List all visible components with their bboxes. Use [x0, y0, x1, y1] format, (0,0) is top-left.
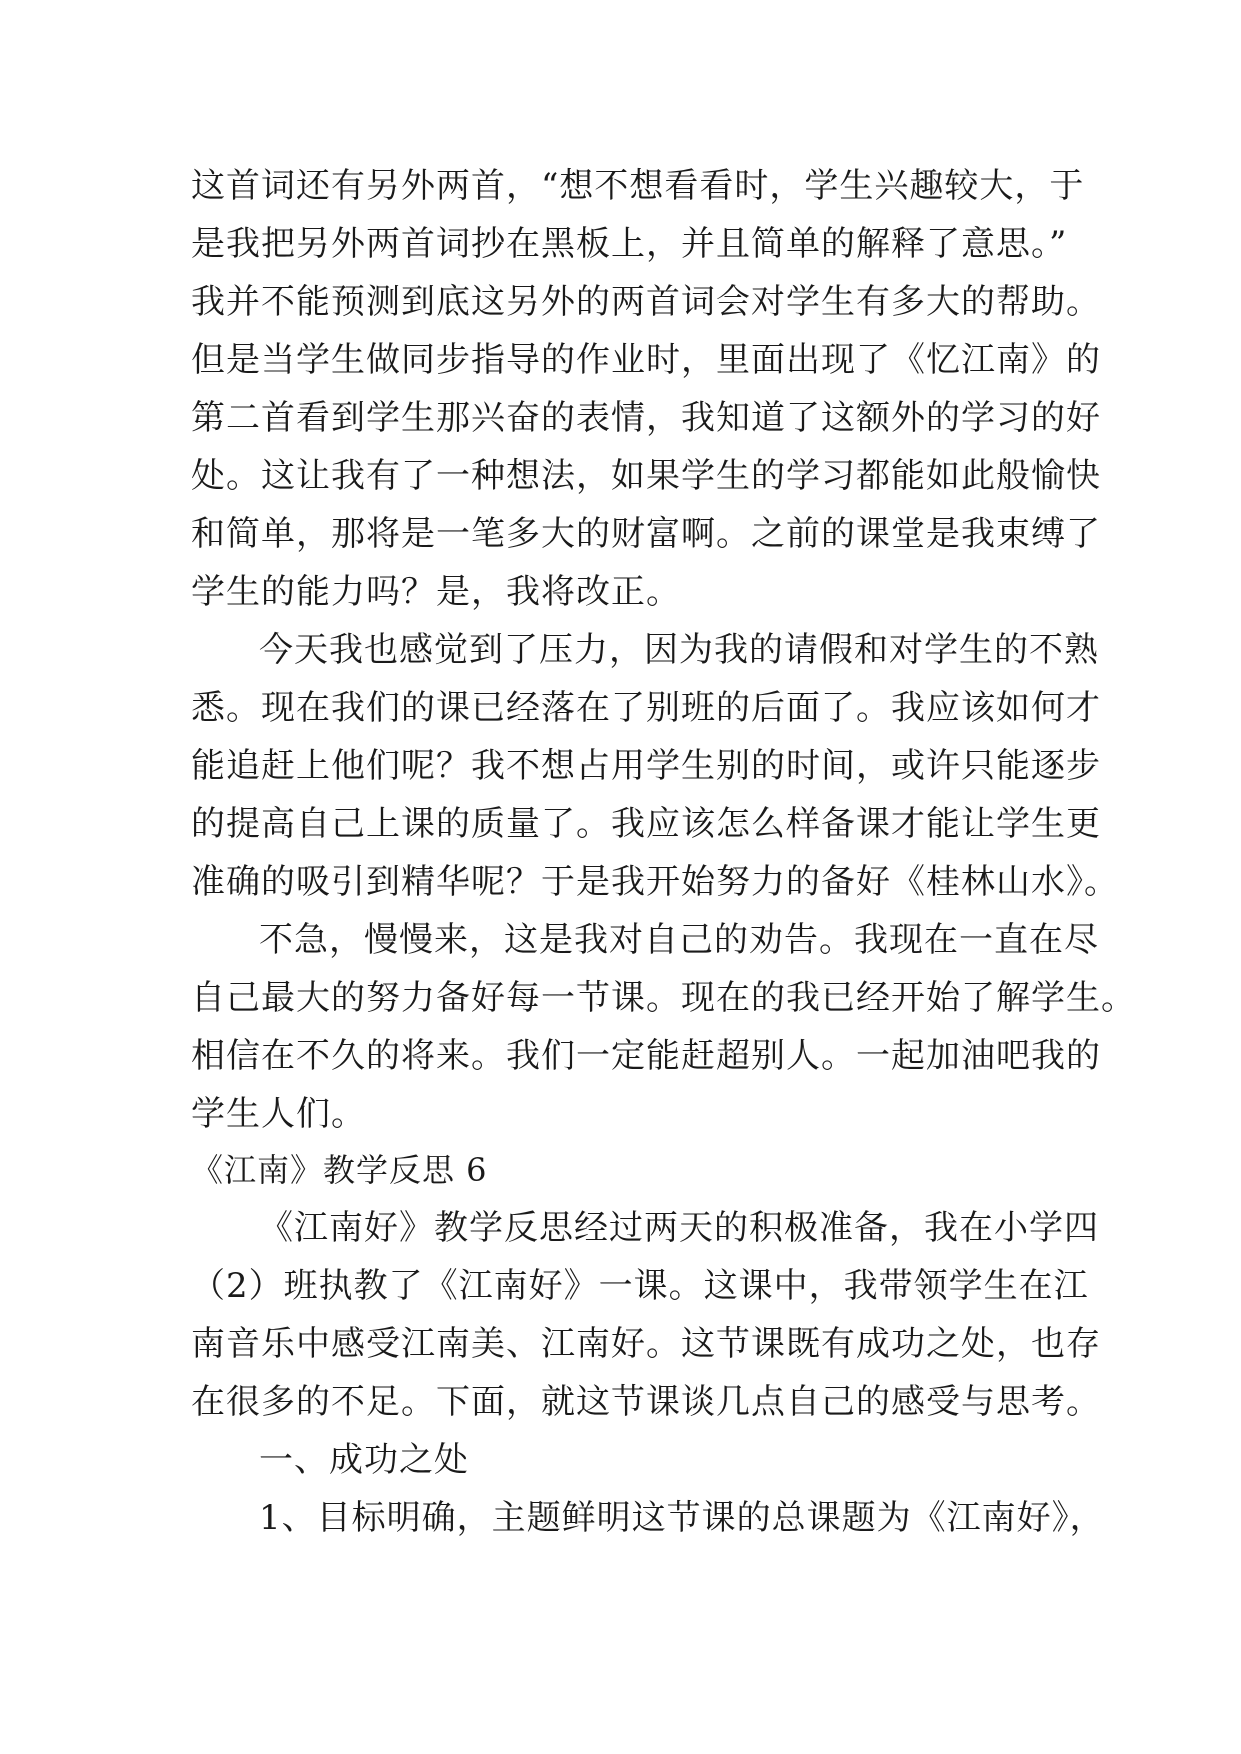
text-line: 准确的吸引到精华呢？于是我开始努力的备好《桂林山水》。	[191, 862, 1119, 902]
paragraph-start-line: 不急，慢慢来，这是我对自己的劝告。我现在一直在尽	[259, 920, 1099, 960]
text-line: 处。这让我有了一种想法，如果学生的学习都能如此般愉快	[191, 456, 1101, 496]
text-line: 是我把另外两首词抄在黑板上，并且简单的解释了意思。”	[191, 224, 1068, 264]
text-line: 学生的能力吗？是，我将改正。	[191, 572, 681, 612]
text-line: 这首词还有另外两首，“想不想看看时，学生兴趣较大，于	[191, 166, 1085, 206]
paragraph-start-line: 今天我也感觉到了压力，因为我的请假和对学生的不熟	[259, 630, 1099, 670]
text-line: 相信在不久的将来。我们一定能赶超别人。一起加油吧我的	[191, 1036, 1101, 1076]
text-line: 我并不能预测到底这另外的两首词会对学生有多大的帮助。	[191, 282, 1101, 322]
text-line: 悉。现在我们的课已经落在了别班的后面了。我应该如何才	[191, 688, 1101, 728]
section-heading: 《江南》教学反思 6	[191, 1151, 488, 1189]
paragraph-start-line: 《江南好》教学反思经过两天的积极准备，我在小学四	[259, 1208, 1099, 1248]
text-line: 和简单，那将是一笔多大的财富啊。之前的课堂是我束缚了	[191, 514, 1101, 554]
text-line: 学生人们。	[191, 1094, 366, 1134]
text-line: 能追赶上他们呢？我不想占用学生别的时间，或许只能逐步	[191, 746, 1101, 786]
text-line: 在很多的不足。下面，就这节课谈几点自己的感受与思考。	[191, 1382, 1101, 1422]
paragraph-start-line: 1、目标明确，主题鲜明这节课的总课题为《江南好》，	[259, 1498, 1105, 1538]
text-line: 自己最大的努力备好每一节课。现在的我已经开始了解学生。	[191, 978, 1136, 1018]
text-line: 的提高自己上课的质量了。我应该怎么样备课才能让学生更	[191, 804, 1101, 844]
text-line: 但是当学生做同步指导的作业时，里面出现了《忆江南》的	[191, 340, 1101, 380]
text-line: 第二首看到学生那兴奋的表情，我知道了这额外的学习的好	[191, 398, 1101, 438]
subheading-line: 一、成功之处	[259, 1440, 469, 1480]
text-line: （2）班执教了《江南好》一课。这课中，我带领学生在江	[191, 1266, 1089, 1306]
text-line: 南音乐中感受江南美、江南好。这节课既有成功之处，也存	[191, 1324, 1101, 1364]
